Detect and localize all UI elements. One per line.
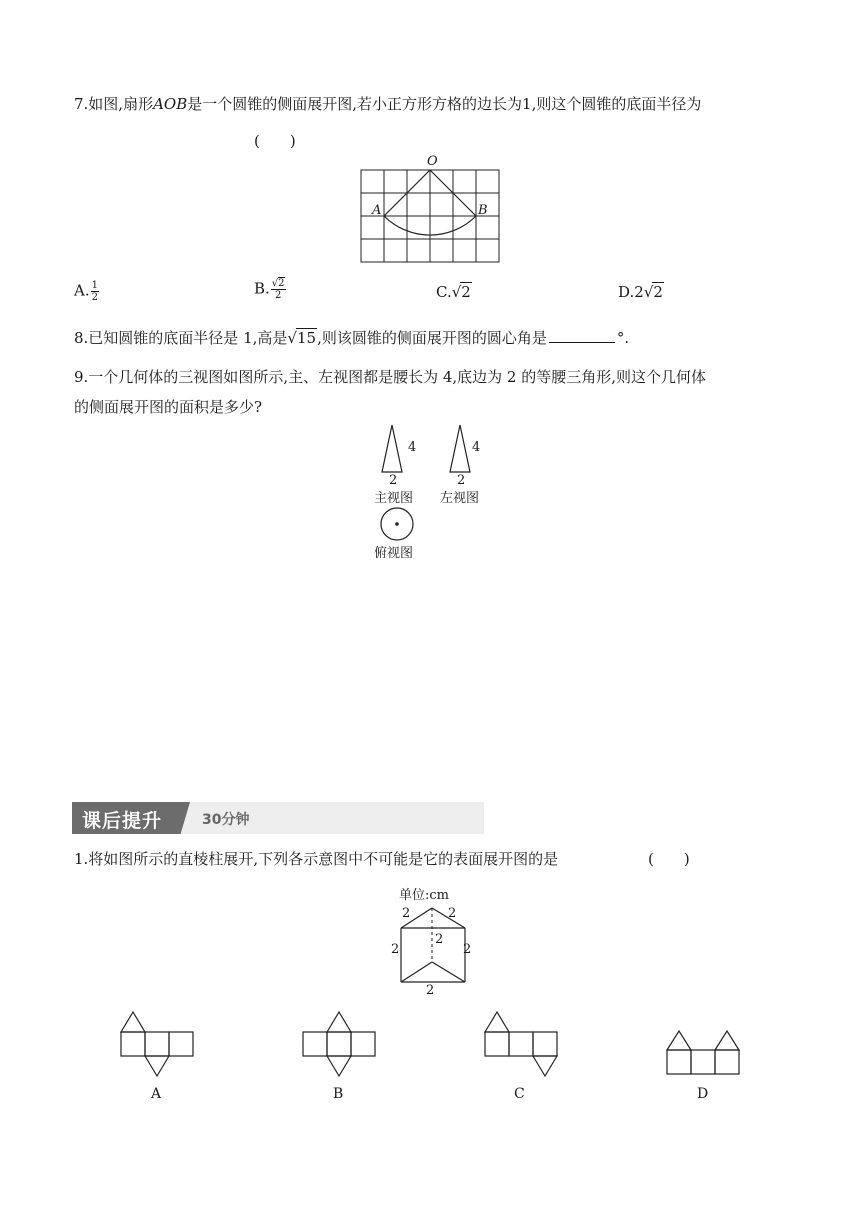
p1-answer-paren: ( ) bbox=[648, 850, 690, 868]
p1-net-c[interactable] bbox=[482, 1008, 562, 1078]
section-title: 课后提升 bbox=[82, 810, 163, 832]
q7-option-a-den: 2 bbox=[91, 292, 98, 303]
p1-dim-top-left: 2 bbox=[402, 906, 411, 921]
q7-label-o: O bbox=[427, 154, 438, 169]
q9-line-2: 的侧面展开图的面积是多少? bbox=[74, 398, 263, 416]
q7-option-a[interactable] bbox=[74, 280, 99, 303]
q9-left-base: 2 bbox=[457, 473, 466, 488]
q8-text-after: ,则该圆锥的侧面展开图的圆心角是 bbox=[317, 329, 547, 347]
q9-line-1: 9.一个几何体的三视图如图所示,主、左视图都是腰长为 4,底边为 2 的等腰三角形,则这个几何体 bbox=[74, 368, 707, 386]
section-banner bbox=[72, 802, 484, 834]
q9-top-label: 俯视图 bbox=[374, 546, 414, 561]
p1-dim-inner: 2 bbox=[435, 932, 444, 947]
q9-front-view-triangle bbox=[382, 425, 402, 472]
p1-choice-b-label[interactable]: B bbox=[333, 1086, 344, 1102]
q7-option-d-prefix: D.2 bbox=[618, 283, 644, 301]
p1-choice-c-label[interactable]: C bbox=[514, 1086, 525, 1102]
p1-dim-left: 2 bbox=[391, 942, 400, 957]
q9-left-side: 4 bbox=[472, 440, 481, 455]
q7-option-a-fraction bbox=[91, 280, 99, 303]
q7-option-b-den: 2 bbox=[274, 290, 282, 301]
q7-option-a-num: 1 bbox=[91, 280, 98, 291]
q7-text-before: 7.如图,扇形 bbox=[74, 95, 154, 113]
q7-label-a: A bbox=[372, 203, 382, 218]
p1-dim-bottom: 2 bbox=[426, 983, 435, 998]
q7-option-b-num: 2 bbox=[278, 278, 285, 289]
q8-text-end: °. bbox=[616, 329, 630, 347]
q7-option-c-prefix: C. bbox=[436, 283, 452, 301]
q8-stem: 8.已知圆锥的底面半径是 1,高是√15,则该圆锥的侧面展开图的圆心角是 °. bbox=[74, 329, 630, 347]
q9-top-view-center bbox=[395, 522, 399, 526]
q8-radicand: 15 bbox=[296, 329, 317, 347]
p1-dim-right: 2 bbox=[463, 942, 472, 957]
q7-option-d-radicand: 2 bbox=[653, 283, 663, 301]
q7-text-after: 是一个圆锥的侧面展开图,若小正方形方格的边长为1,则这个圆锥的底面半径为 bbox=[187, 95, 702, 113]
q8-text-before: 8.已知圆锥的底面半径是 1,高是 bbox=[74, 329, 288, 347]
q7-option-b-fraction: $\frac{√2}{2}$ bbox=[271, 278, 285, 301]
q7-option-b[interactable] bbox=[254, 278, 286, 301]
p1-net-d[interactable] bbox=[664, 1028, 744, 1078]
q9-left-view-triangle bbox=[450, 425, 470, 472]
p1-net-a[interactable] bbox=[118, 1008, 196, 1078]
p1-choice-d-label[interactable]: D bbox=[697, 1086, 709, 1102]
q7-option-a-prefix: A. bbox=[74, 281, 90, 300]
p1-unit: 单位:cm bbox=[399, 888, 449, 903]
q7-label-b: B bbox=[478, 203, 488, 218]
q9-front-base: 2 bbox=[389, 473, 398, 488]
q7-option-d[interactable]: D.2√2 bbox=[618, 283, 663, 301]
q9-left-label: 左视图 bbox=[440, 491, 480, 506]
p1-dim-top-right: 2 bbox=[448, 906, 457, 921]
p1-stem: 1.将如图所示的直棱柱展开,下列各示意图中不可能是它的表面展开图的是 bbox=[74, 850, 559, 868]
q9-front-side: 4 bbox=[408, 440, 417, 455]
q7-sector-name: AOB bbox=[153, 95, 188, 113]
q8-answer-blank[interactable] bbox=[549, 341, 615, 343]
q7-option-c[interactable]: C.√2 bbox=[436, 283, 471, 301]
q7-option-b-prefix: B. bbox=[254, 279, 270, 298]
p1-net-b[interactable] bbox=[300, 1008, 380, 1078]
p1-choice-a-label[interactable]: A bbox=[151, 1086, 162, 1102]
q7-option-c-radicand: 2 bbox=[461, 283, 471, 301]
q7-stem bbox=[74, 93, 701, 114]
q9-front-label: 主视图 bbox=[374, 491, 414, 506]
q7-answer-paren: ( ) bbox=[254, 132, 296, 150]
section-time: 30分钟 bbox=[202, 812, 250, 828]
